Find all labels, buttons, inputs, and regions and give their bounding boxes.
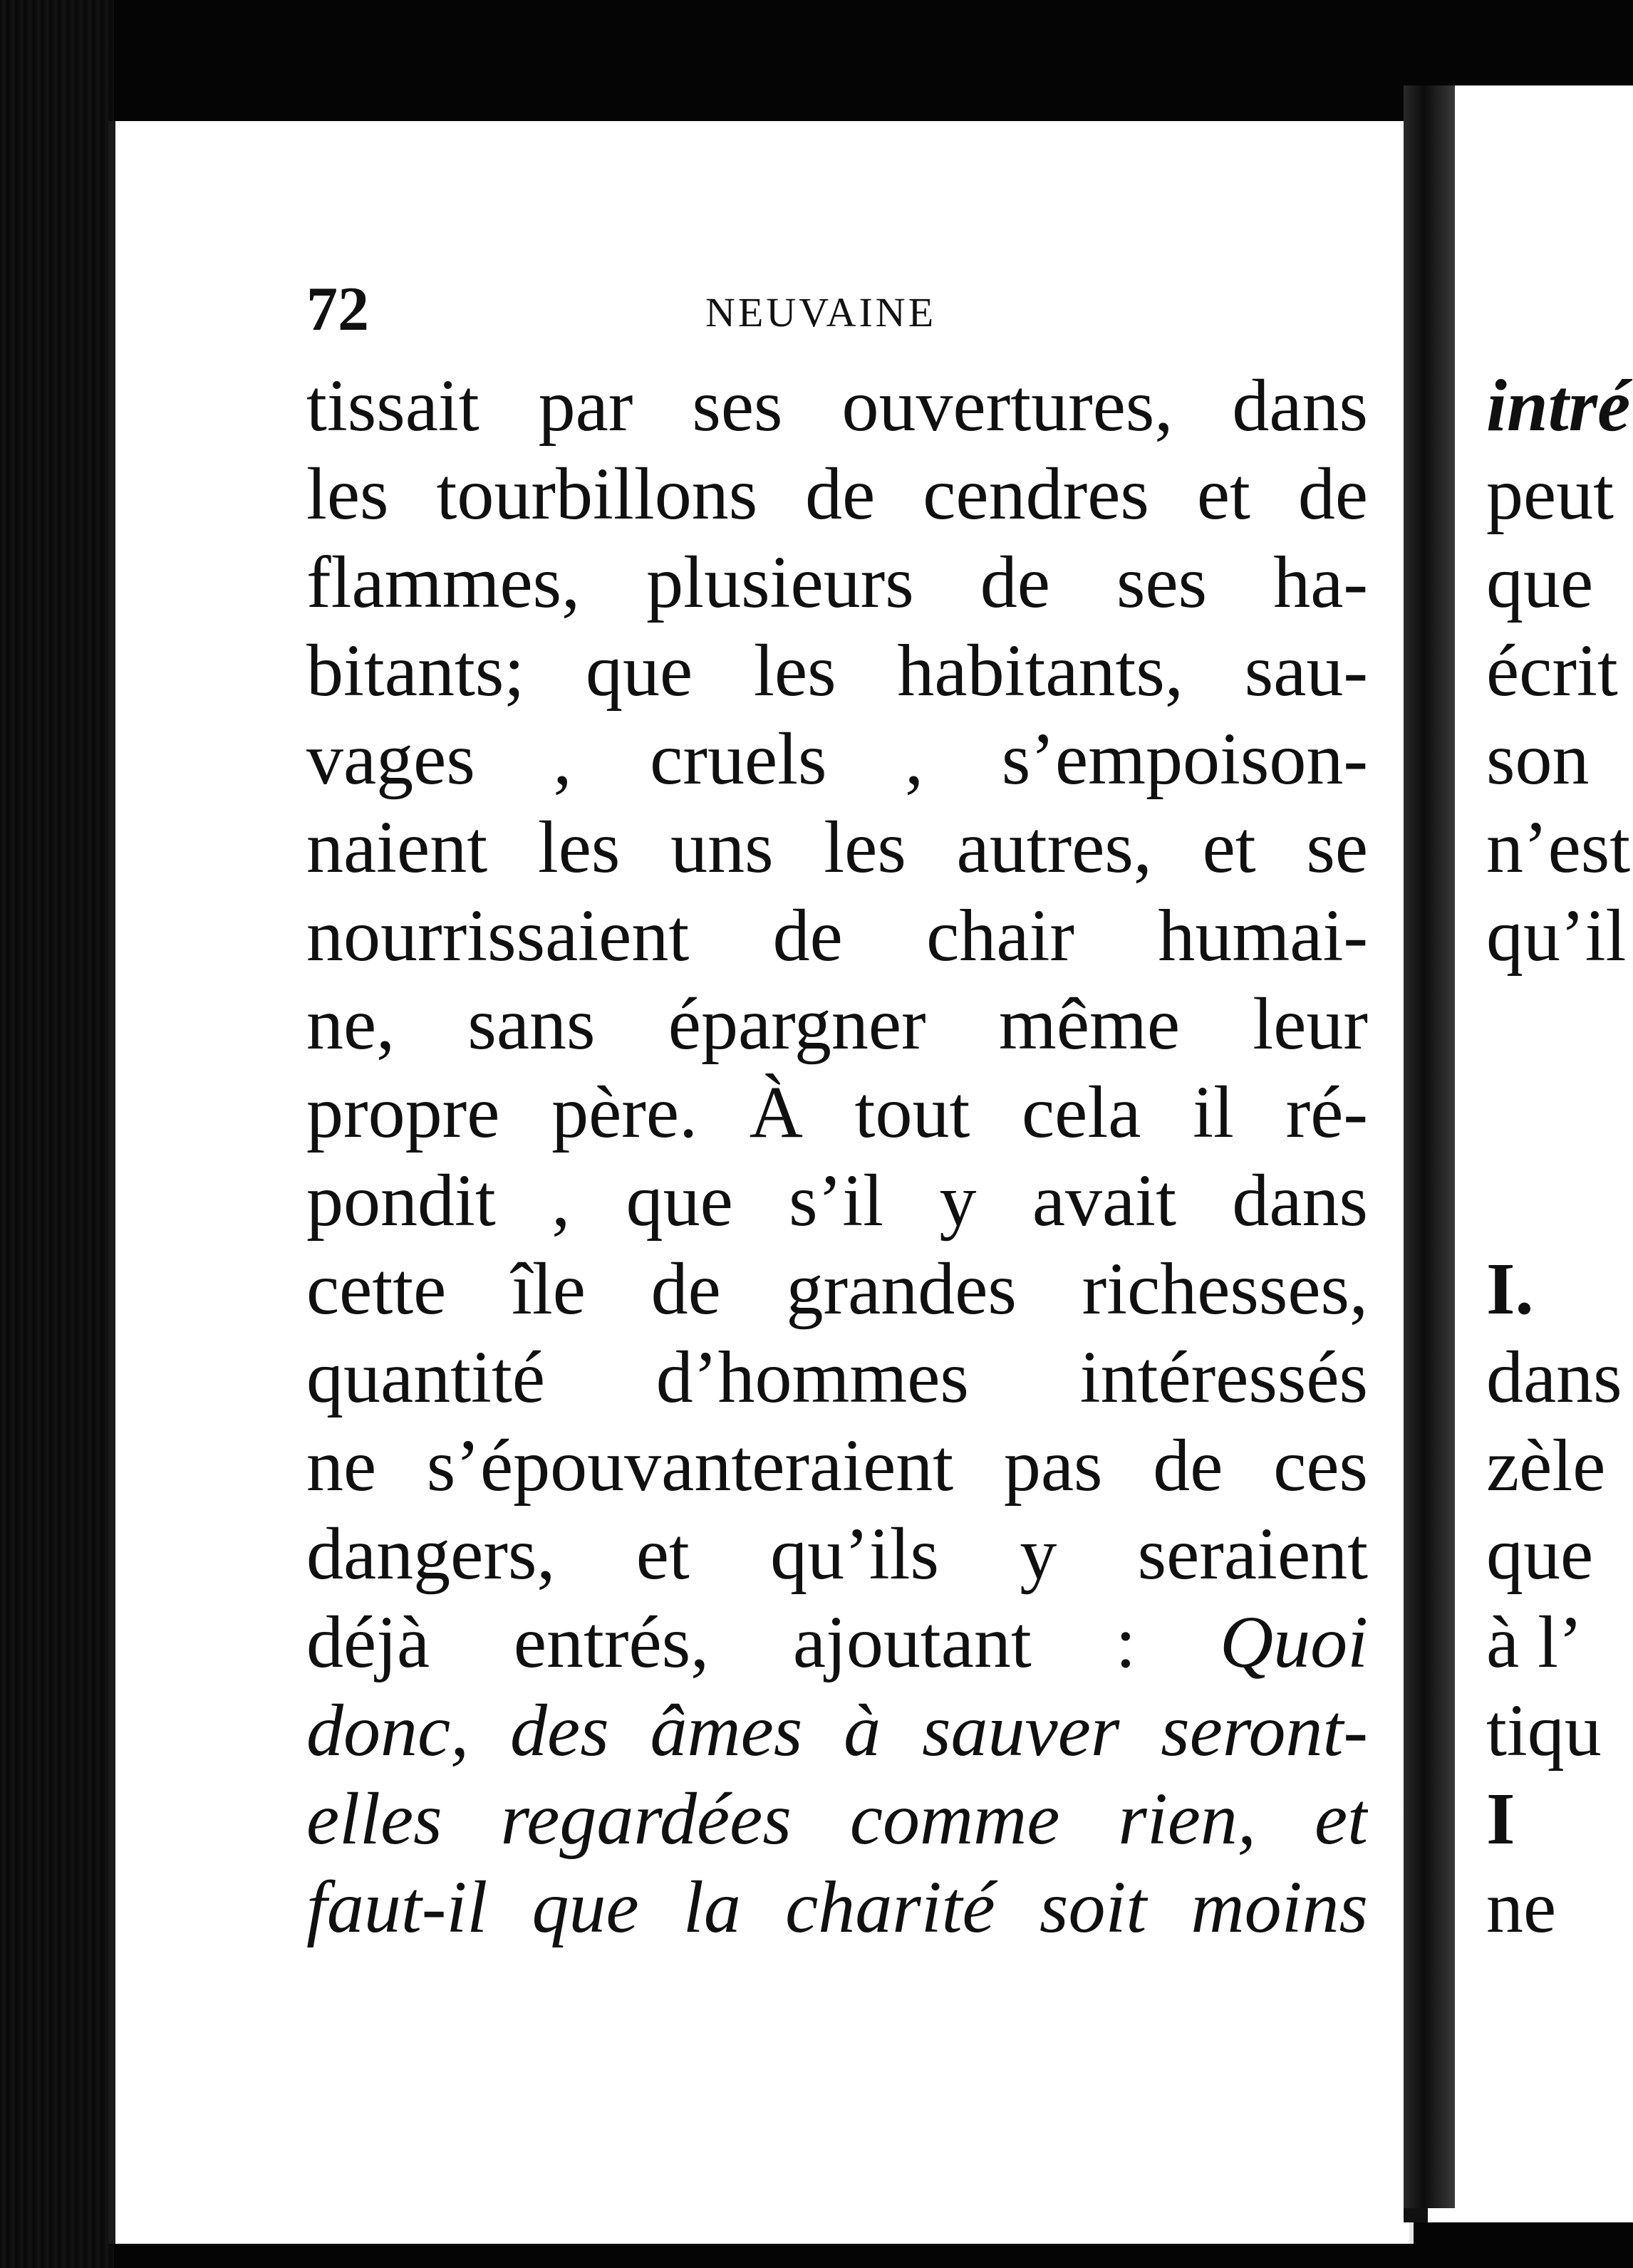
text-line — [306, 1510, 1368, 1598]
running-head: NEUVAINE — [705, 289, 937, 335]
page-header — [306, 271, 1375, 349]
right-text-fragment: que — [1486, 1513, 1594, 1595]
text-line — [306, 1245, 1368, 1333]
text-line-italic-tail: Quoi — [1220, 1601, 1368, 1683]
right-text-fragment: I. — [1486, 1248, 1534, 1330]
text-line-content: ne, sans épargner même leur — [306, 983, 1368, 1065]
text-line — [306, 539, 1368, 627]
page-number: 72 — [306, 275, 369, 344]
right-page-body-text — [1486, 362, 1633, 1952]
text-line — [306, 450, 1368, 539]
text-line — [306, 1863, 1368, 1952]
text-line-content: déjà entrés, ajoutant : — [306, 1601, 1136, 1683]
text-line — [306, 1157, 1368, 1245]
text-line — [306, 1422, 1368, 1510]
text-line-content: dangers, et qu’ils y seraient — [306, 1513, 1368, 1595]
text-line-content: tissait par ses ouvertures, dans — [306, 365, 1368, 447]
text-line — [306, 627, 1368, 715]
text-line-content: propre père. À tout cela il ré- — [306, 1071, 1368, 1153]
text-line-content: pondit , que s’il y avait dans — [306, 1160, 1368, 1242]
right-text-fragment: ne — [1486, 1866, 1557, 1948]
blank-line — [1486, 980, 1633, 1068]
right-text-fragment: peut — [1486, 453, 1614, 535]
text-line-content: vages , cruels , s’empoison- — [306, 718, 1368, 800]
text-line — [306, 1333, 1368, 1422]
text-line — [306, 1598, 1368, 1687]
text-line-content: flammes, plusieurs de ses ha- — [306, 541, 1368, 623]
text-line-content: faut-il que la charité soit moins — [306, 1866, 1368, 1948]
right-text-fragment: que — [1486, 541, 1594, 623]
right-text-fragment: son — [1486, 718, 1590, 800]
text-line — [306, 362, 1368, 450]
text-line-content: ne s’épouvanteraient pas de ces — [306, 1425, 1368, 1507]
text-line-content: les tourbillons de cendres et de — [306, 453, 1368, 535]
text-line-content: quantité d’hommes intéressés — [306, 1336, 1368, 1418]
left-page-body-text — [306, 362, 1368, 1952]
text-line — [306, 892, 1368, 980]
text-line — [306, 715, 1368, 803]
text-line-content: nourrissaient de chair humai- — [306, 895, 1368, 977]
text-line-content: cette île de grandes richesses, — [306, 1248, 1368, 1330]
right-text-fragment: zèle — [1486, 1425, 1606, 1507]
book-binding-edge — [0, 0, 114, 2268]
text-line — [306, 980, 1368, 1068]
text-line — [306, 803, 1368, 892]
right-text-fragment: à l’ — [1486, 1601, 1583, 1683]
blank-line — [1486, 1068, 1633, 1157]
blank-line — [1486, 1157, 1633, 1245]
right-text-fragment: écrit — [1486, 630, 1618, 712]
text-line-content: donc, des âmes à sauver seront- — [306, 1690, 1368, 1772]
text-line-content: bitants; que les habitants, sau- — [306, 630, 1368, 712]
right-text-fragment: tiqu — [1486, 1690, 1602, 1772]
book-gutter-shadow — [1404, 85, 1455, 2208]
text-line — [306, 1687, 1368, 1775]
right-text-fragment: I — [1486, 1778, 1515, 1860]
text-line-content: elles regardées comme rien, et — [306, 1778, 1368, 1860]
text-line-content: naient les uns les autres, et se — [306, 806, 1368, 888]
right-text-fragment: qu’il — [1486, 895, 1627, 977]
text-line — [306, 1775, 1368, 1863]
right-text-fragment: n’est — [1486, 806, 1631, 888]
text-line — [306, 1068, 1368, 1157]
right-text-fragment: dans — [1486, 1336, 1622, 1418]
right-text-fragment: intré — [1486, 365, 1631, 447]
